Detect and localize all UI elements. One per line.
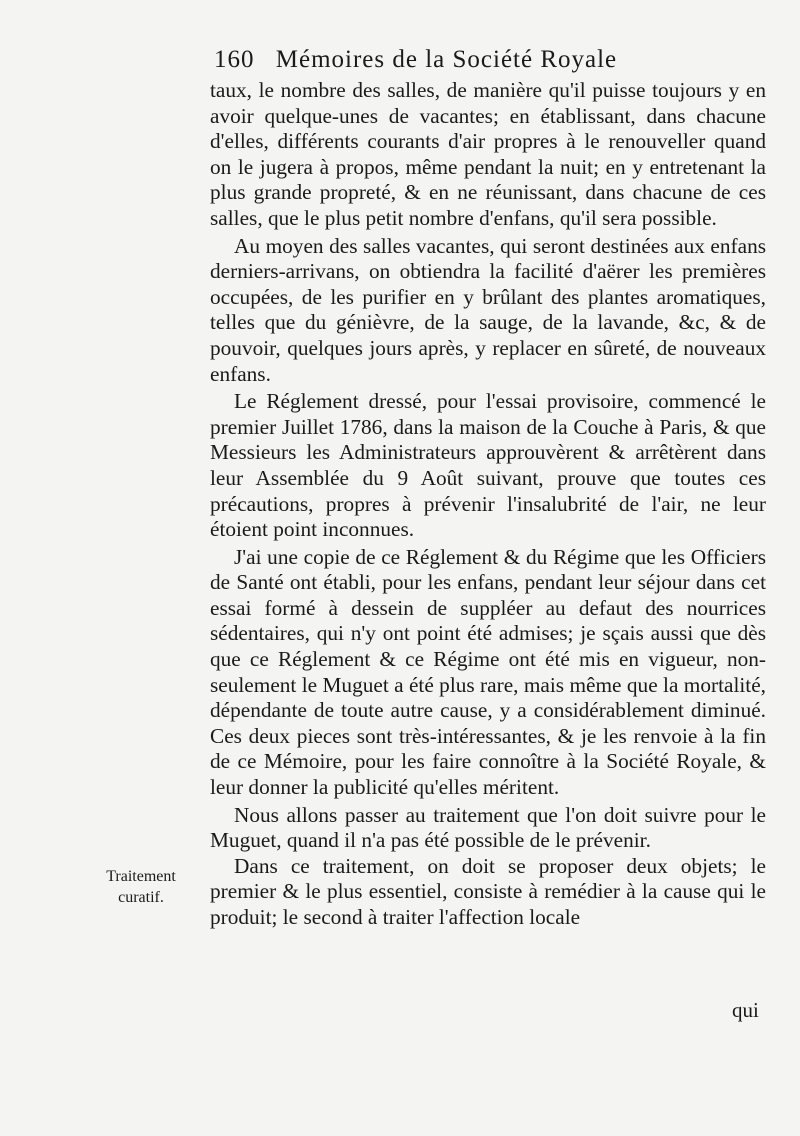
body-text (210, 78, 766, 931)
paragraph: Le Réglement dressé, pour l'essai provisoire, commencé le premier Juillet 1786, dans la maison de la Couche à Paris, & que Messieurs les Administrateurs approuvèrent & arrêtèrent dans leur Assemblée du 9 Août suivant, prouve que toutes ces précautions, propres à prévenir l'insalubrité de l'air, ne leur étoient point inconnues. (210, 389, 766, 542)
catchword: qui (732, 998, 759, 1022)
running-title: Mémoires de la Société Royale (275, 46, 618, 73)
margin-note: Traitement curatif. (106, 868, 176, 906)
paragraph: J'ai une copie de ce Réglement & du Régime que les Officiers de Santé ont établi, pour les enfans, pendant leur séjour dans cet essai formé à dessein de suppléer au defaut des nourrices sédentaires, qui n'y ont point été admises; je sçais aussi que dès que ce Réglement & ce Régime ont été mis en vigueur, non-seulement le Muguet a été plus rare, mais même que la mortalité, dépendante de toute autre cause, y a considérablement diminué. Ces deux pieces sont très-intéressantes, & je les renvoie à la fin de ce Mémoire, pour les faire connoître à la Société Royale, & leur donner la publicité qu'elles méritent. (210, 544, 766, 800)
paragraph: Dans ce traitement, on doit se proposer deux objets; le premier & le plus essentiel, consiste à remédier à la cause qui le produit; le second à traiter l'affection locale (210, 853, 766, 929)
paragraph: taux, le nombre des salles, de manière qu'il puisse toujours y en avoir quelque-unes de vacantes; en établissant, dans chacune d'elles, différents courants d'air propres à le renouveller quand on le jugera à propos, même pendant la nuit; en y entretenant la plus grande propreté, & en ne réunissant, dans chacune de ces salles, que le plus petit nombre d'enfans, qu'il sera possible. (210, 78, 766, 230)
paragraph: Au moyen des salles vacantes, qui seront destinées aux enfans derniers-arrivans, on obtiendra la facilité d'aërer les premières occupées, de les purifier en y brûlant des plantes aromatiques, telles que du génièvre, de la sauge, de la lavande, &c, & de pouvoir, quelques jours après, y replacer en sûreté, de nouveaux enfans. (210, 233, 766, 386)
page-header (214, 46, 754, 74)
paragraph: Nous allons passer au traitement que l'on doit suivre pour le Muguet, quand il n'a pas été possible de le prévenir. (210, 802, 766, 853)
page-number: 160 (214, 46, 255, 73)
